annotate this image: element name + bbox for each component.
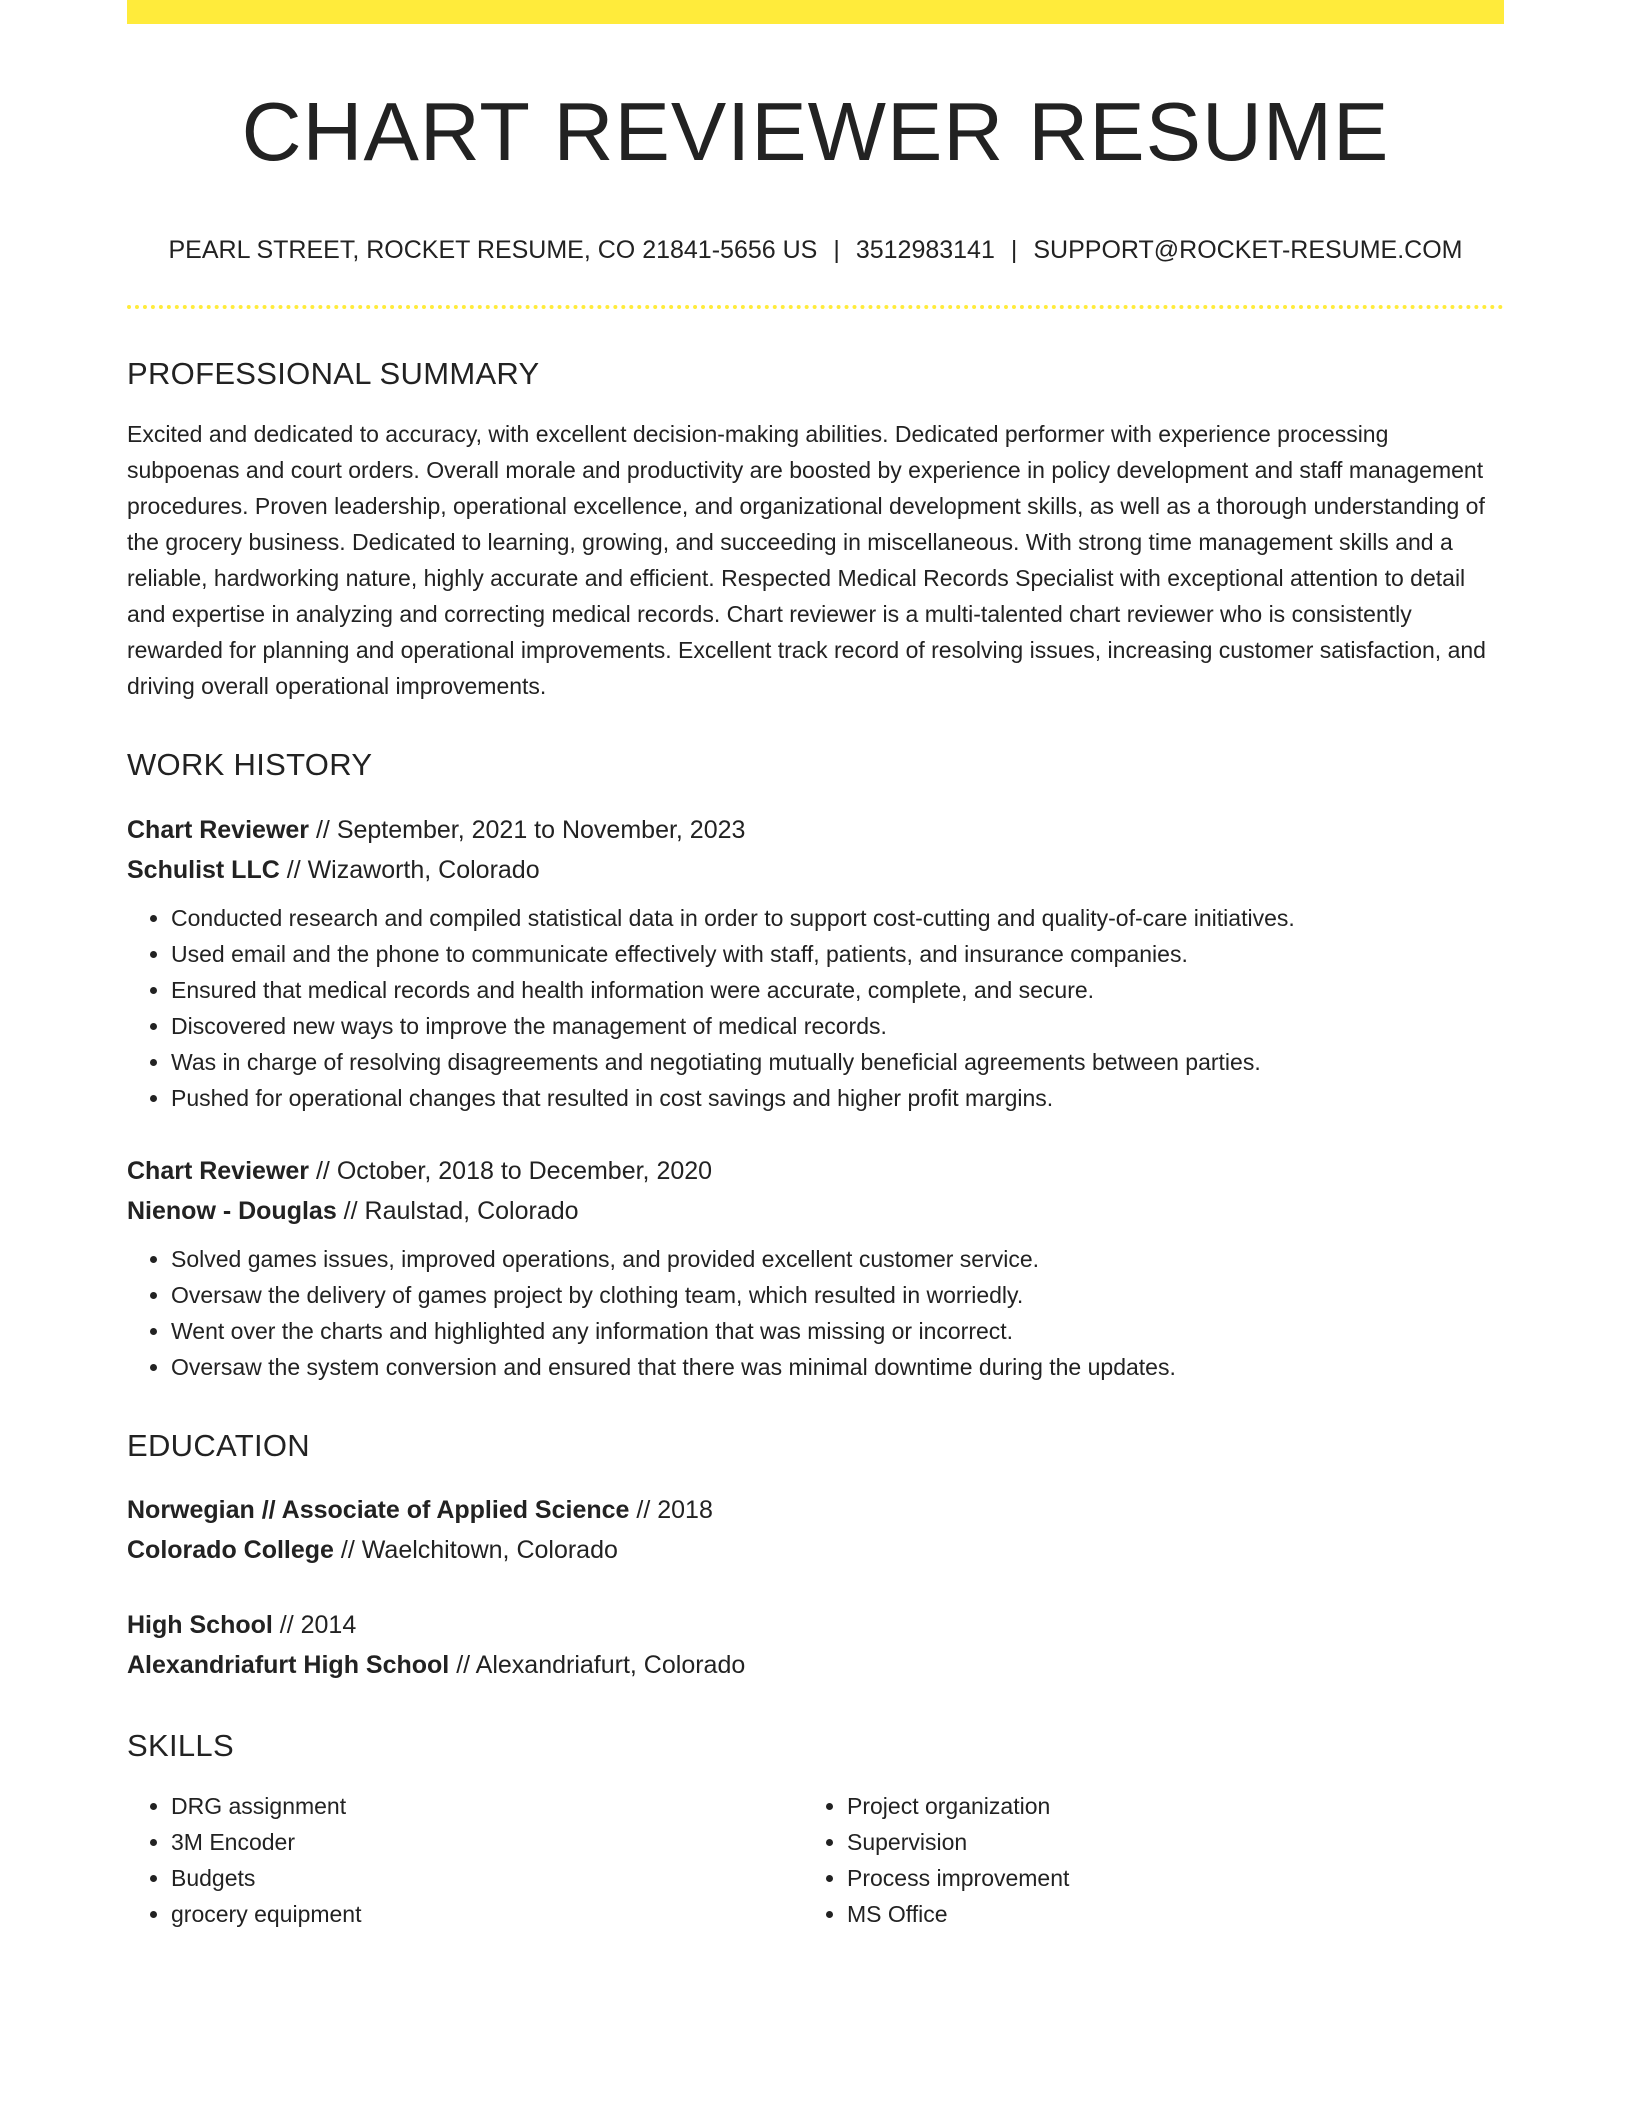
skills-heading: SKILLS <box>127 1727 234 1763</box>
job-dates: // September, 2021 to November, 2023 <box>309 815 746 844</box>
skills-grid <box>127 1788 1504 1932</box>
job-location: // Wizaworth, Colorado <box>279 855 540 884</box>
skill-item: • Supervision <box>847 1824 1479 1860</box>
job-role: Chart Reviewer <box>127 815 310 844</box>
contact-address: PEARL STREET, ROCKET RESUME, CO 21841-5656 US <box>168 236 818 265</box>
job-company: Schulist LLC <box>127 855 280 884</box>
education-location: // Waelchitown, Colorado <box>333 1535 618 1564</box>
work-history-section <box>127 746 1504 1384</box>
job-company: Nienow - Douglas <box>127 1196 337 1225</box>
education-entry <box>127 1605 1504 1685</box>
education-school: Colorado College <box>127 1535 334 1564</box>
contact-phone: 3512983141 <box>855 236 995 265</box>
work-history-heading: WORK HISTORY <box>127 747 373 783</box>
skill-item: • Project organization <box>847 1788 1479 1824</box>
education-degree-line <box>127 1605 1504 1645</box>
education-degree: High School <box>127 1610 273 1639</box>
skills-list-left <box>127 1788 803 1932</box>
education-school-line <box>127 1530 1504 1570</box>
job-dates: // October, 2018 to December, 2020 <box>309 1156 713 1185</box>
list-item: • Oversaw the delivery of games project by clothing team, which resulted in worriedly. <box>171 1277 1504 1313</box>
skill-item: • grocery equipment <box>171 1896 803 1932</box>
education-year: // 2014 <box>272 1610 357 1639</box>
job-role-line <box>127 810 1504 850</box>
education-school: Alexandriafurt High School <box>127 1650 450 1679</box>
dotted-divider <box>127 305 1504 309</box>
list-item: • Ensured that medical records and health information were accurate, complete, and secure. <box>171 972 1504 1008</box>
education-year: // 2018 <box>629 1495 713 1524</box>
skill-item: • Process improvement <box>847 1860 1479 1896</box>
skill-item: • DRG assignment <box>171 1788 803 1824</box>
list-item: • Oversaw the system conversion and ensured that there was minimal downtime during the updates. <box>171 1349 1504 1385</box>
summary-section <box>127 355 1504 704</box>
skill-item: • 3M Encoder <box>171 1824 803 1860</box>
education-location: // Alexandriafurt, Colorado <box>449 1650 746 1679</box>
resume-page <box>127 0 1504 1932</box>
list-item: • Solved games issues, improved operations, and provided excellent customer service. <box>171 1241 1504 1277</box>
job-bullet-list <box>127 1241 1504 1385</box>
job-entry <box>127 1151 1504 1385</box>
job-company-line <box>127 850 1504 890</box>
contact-separator: | <box>1010 236 1018 265</box>
job-company-line <box>127 1191 1504 1231</box>
skills-section <box>127 1727 1504 1932</box>
job-entry <box>127 810 1504 1116</box>
skill-item: • Budgets <box>171 1860 803 1896</box>
education-entry <box>127 1490 1504 1570</box>
list-item: • Was in charge of resolving disagreements and negotiating mutually beneficial agreements between parties. <box>171 1044 1504 1080</box>
job-role-line <box>127 1151 1504 1191</box>
summary-paragraph: Excited and dedicated to accuracy, with excellent decision-making abilities. Dedicated performer with experience processing subpoenas and court orders. Overall morale and productivity are boosted by experience in policy development and staff management procedures. Proven leadership, operational excellence, and organizational development skills, as well as a thorough understanding of the grocery business. Dedicated to learning, growing, and succeeding in miscellaneous. With strong time management skills and a reliable, hardworking nature, highly accurate and efficient. Respected Medical Records Specialist with exceptional attention to detail and expertise in analyzing and correcting medical records. Chart reviewer is a multi-talented chart reviewer who is consistently rewarded for planning and operational improvements. Excellent track record of resolving issues, increasing customer satisfaction, and driving overall operational improvements. <box>127 421 1486 700</box>
education-heading: EDUCATION <box>127 1427 310 1463</box>
contact-separator: | <box>833 236 840 265</box>
list-item: • Went over the charts and highlighted any information that was missing or incorrect. <box>171 1313 1504 1349</box>
education-section <box>127 1427 1504 1685</box>
list-item: • Used email and the phone to communicate effectively with staff, patients, and insurance companies. <box>171 936 1504 972</box>
education-school-line <box>127 1645 1504 1685</box>
summary-heading: PROFESSIONAL SUMMARY <box>127 356 540 392</box>
resume-title: CHART REVIEWER RESUME <box>241 85 1390 178</box>
skills-list-right <box>803 1788 1479 1932</box>
job-location: // Raulstad, Colorado <box>336 1196 579 1225</box>
contact-line <box>127 235 1504 265</box>
job-role: Chart Reviewer <box>127 1156 310 1185</box>
skill-item: • MS Office <box>847 1896 1479 1932</box>
top-accent-bar <box>127 0 1504 24</box>
list-item: • Discovered new ways to improve the management of medical records. <box>171 1008 1504 1044</box>
education-degree: Norwegian // Associate of Applied Science <box>127 1495 630 1524</box>
list-item: • Conducted research and compiled statistical data in order to support cost-cutting and quality-of-care initiatives. <box>171 900 1504 936</box>
education-degree-line <box>127 1490 1504 1530</box>
list-item: • Pushed for operational changes that resulted in cost savings and higher profit margins. <box>171 1080 1504 1116</box>
contact-email: SUPPORT@ROCKET-RESUME.COM <box>1033 236 1463 265</box>
job-bullet-list <box>127 900 1504 1116</box>
